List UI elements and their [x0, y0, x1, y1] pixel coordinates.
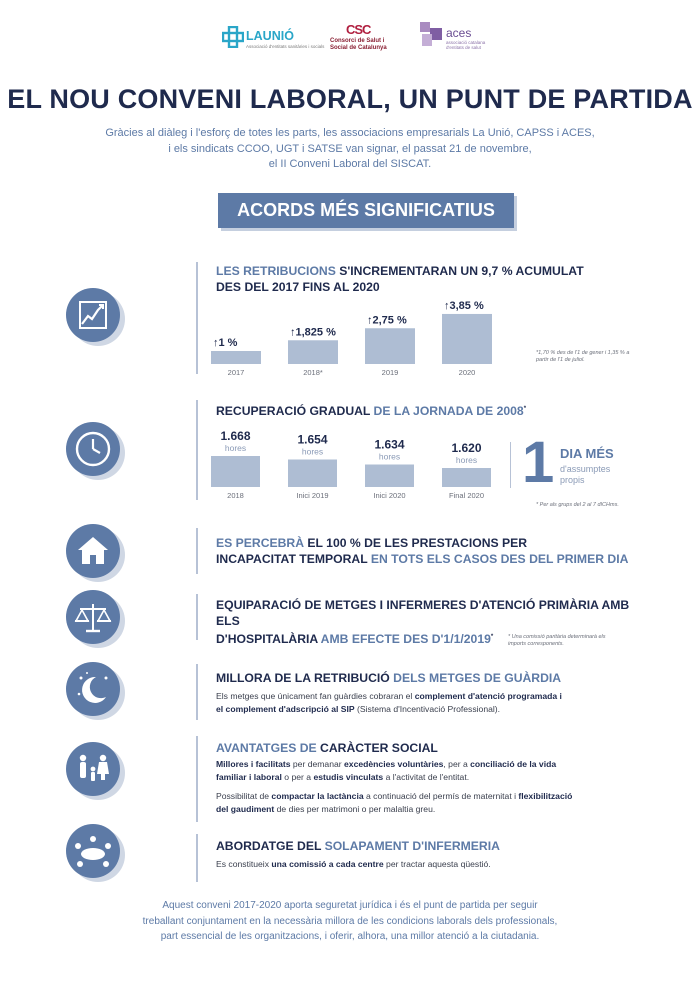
footer-line: part essencial de les organitzacions, i oferir, alhora, una millor atenció a la ciutadania.: [160, 931, 540, 942]
jornada-chart: [200, 424, 510, 504]
house-icon: [66, 524, 120, 578]
bar: [211, 456, 260, 487]
dia-sub-line: propis: [560, 475, 585, 485]
meeting-table-icon: [66, 824, 120, 878]
aces-name: aces: [446, 26, 472, 40]
logo-launio: [222, 24, 325, 54]
category-label: Inici 2020: [373, 491, 406, 500]
incapacitat-heading: [216, 535, 636, 567]
text: a l'activitat de l'entitat.: [383, 771, 470, 782]
text: , per a: [443, 759, 471, 769]
heading-text: CARÀCTER SOCIAL: [316, 741, 438, 755]
csc-line1: Consorci de Salut i: [330, 38, 385, 44]
heading-text: ABORDATGE DEL: [216, 839, 322, 853]
divider: [196, 664, 198, 720]
launio-logo-icon: [222, 26, 244, 48]
acords-banner: ACORDS MÉS SIGNIFICATIUS: [218, 193, 514, 228]
bar-value-label: ↑2,75 %: [367, 314, 407, 327]
text: Possibilitat de: [216, 791, 272, 801]
category-label: Inici 2019: [296, 491, 329, 500]
page-title: EL NOU CONVENI LABORAL, UN PUNT DE PARTIDA: [7, 84, 693, 114]
bar-value-label: 1.668: [220, 429, 251, 443]
bar: [365, 328, 415, 364]
retribucions-note: *1,70 % des de l'1 de gener i 1,35 % a partir de l'1 de juliol.: [536, 350, 630, 363]
bar: [288, 460, 337, 488]
bar-value-label: 1.620: [451, 441, 482, 455]
bar-value-label: ↑1,825 %: [290, 326, 336, 339]
retribucions-chart: [200, 292, 510, 382]
bar: [365, 465, 414, 488]
intro-line: Gràcies al diàleg i l'esforç de totes les parts, les associacions empresarials La Unió, CAPSS i ACES,: [105, 127, 595, 139]
equiparacio-note: [508, 634, 638, 648]
category-label: 2018*: [303, 368, 323, 377]
csc-mark: CSC: [346, 22, 371, 37]
bar: [442, 314, 492, 364]
heading-highlight: AMB EFECTE DES D'1/1/2019: [317, 632, 491, 647]
heading-highlight: ES PERCEBRÀ: [216, 536, 305, 550]
heading-text: S'INCREMENTARAN UN 9,7 % ACUMULAT: [335, 264, 584, 278]
divider: [196, 834, 198, 882]
intro-line: el II Conveni Laboral del SISCAT.: [268, 158, 432, 170]
note-line: * Una comissió paritària determinarà els: [508, 634, 606, 640]
solapament-text: [216, 858, 656, 871]
bar-value-label: ↑1 %: [213, 337, 238, 349]
dia-number: 1: [522, 430, 555, 495]
aces-logo-icon: [418, 20, 444, 50]
heading-text: RECUPERACIÓ GRADUAL: [216, 404, 371, 419]
divider: [196, 262, 198, 374]
footer-line: Aquest conveni 2017-2020 aporta seguretat jurídica i és el punt de partida per seguir: [162, 900, 538, 911]
bar-value-label: 1.654: [297, 432, 328, 447]
heading-highlight: AVANTATGES DE: [216, 741, 317, 755]
divider: [196, 594, 198, 640]
scales-icon: [66, 590, 120, 644]
csc-line2: Social de Catalunya: [330, 45, 387, 51]
intro-line: i els sindicats CCOO, UGT i SATSE van signar, el passat 21 de novembre,: [168, 142, 532, 155]
footer-line: treballant conjuntament en la necessària millora de les condicions laborals dels professionals,: [142, 915, 558, 927]
text: per demanar: [290, 759, 345, 769]
jornada-heading: [216, 401, 616, 419]
logo-aces: [418, 20, 488, 54]
text: de dies per matrimoni o per malaltia greu.: [274, 803, 436, 814]
social-heading: [216, 740, 636, 756]
bar: [211, 351, 261, 364]
heading-text: D'HOSPITALÀRIA: [216, 632, 318, 647]
heading-highlight: DELS METGES DE GUÀRDIA: [389, 671, 562, 685]
text: per tractar aquesta qüestió.: [383, 859, 491, 869]
clock-icon: [66, 422, 120, 476]
unit-label: hores: [301, 446, 324, 457]
moon-stars-icon: [66, 662, 120, 716]
heading-text: INCAPACITAT TEMPORAL: [216, 552, 368, 566]
text-bold: estudis vinculats: [313, 771, 384, 782]
heading-text: EQUIPARACIÓ DE METGES I INFERMERES D'ATENCIÓ PRIMÀRIA AMB ELS: [216, 598, 630, 628]
unit-label: hores: [378, 451, 401, 462]
heading-highlight: EN TOTS ELS CASOS DES DEL PRIMER DIA: [367, 552, 629, 566]
divider: [196, 528, 198, 574]
bar-value-label: 1.634: [374, 437, 405, 452]
intro-text: [70, 126, 630, 173]
heading-highlight: LES RETRIBUCIONS: [216, 264, 336, 278]
heading-text: MILLORA DE LA RETRIBUCIÓ: [216, 671, 390, 685]
retribucions-heading: [216, 263, 616, 295]
social-text-2: [216, 790, 656, 815]
guardia-heading: [216, 670, 636, 686]
jornada-divider: [510, 442, 511, 488]
text: a continuació del permís de maternitat i: [363, 791, 519, 801]
dia-sub: [560, 464, 610, 486]
heading-highlight: SOLAPAMENT D'INFERMERIA: [321, 839, 500, 853]
guardia-text: [216, 690, 656, 715]
footnote-mark: *: [490, 634, 494, 640]
footer-text: [120, 898, 580, 945]
logo-csc: [330, 22, 410, 58]
category-label: 2020: [458, 368, 476, 377]
text: o per a: [281, 771, 314, 782]
aces-sub: associació catalana d'entitats de salut: [446, 40, 486, 50]
text-bold: flexibilització: [518, 791, 573, 801]
category-label: Final 2020: [448, 491, 485, 500]
chart-trend-icon: [66, 288, 120, 342]
dia-label: DIA MÉS: [560, 446, 614, 461]
heading-text: DES DEL 2017 FINS AL 2020: [216, 280, 380, 294]
dia-sub-line: d'assumptes: [560, 464, 611, 474]
family-icon: [66, 742, 120, 796]
category-label: 2019: [381, 368, 399, 377]
launio-name: LAUNIÓ: [246, 29, 294, 43]
jornada-note: * Per als grups del 2 al 7 dICHms.: [536, 502, 619, 508]
social-text-1: [216, 758, 656, 783]
text-bold: excedències voluntàries: [344, 759, 444, 769]
divider: [196, 736, 198, 822]
heading-text: EL 100 % DE LES PRESTACIONS PER: [304, 536, 528, 550]
text-bold: Millores i facilitats: [216, 759, 291, 769]
text-bold: del gaudiment: [216, 803, 275, 814]
text-bold: complement d'atenció programada i: [414, 691, 562, 701]
bar: [442, 468, 491, 487]
unit-label: hores: [455, 455, 478, 465]
text-bold: una comissió a cada centre: [271, 859, 384, 869]
solapament-heading: [216, 838, 636, 854]
text: Es constitueix: [216, 859, 272, 869]
text: (Sistema d'Incentivació Professional).: [354, 703, 501, 714]
footnote-mark: *: [523, 406, 527, 412]
text: Els metges que únicament fan guàrdies cobraran el: [216, 691, 415, 701]
heading-highlight: DE LA JORNADA DE 2008: [370, 404, 524, 419]
note-line: imports corresponents.: [508, 641, 564, 647]
category-label: 2017: [227, 368, 245, 377]
bar: [288, 340, 338, 364]
category-label: 2018: [227, 491, 244, 500]
text-bold: el complement d'adscripció al SIP: [216, 703, 355, 714]
launio-sub: Associació d'entitats sanitàries i socials: [246, 44, 325, 49]
unit-label: hores: [224, 443, 247, 453]
text-bold: familiar i laboral: [216, 771, 282, 782]
text-bold: compactar la lactància: [271, 791, 364, 801]
bar-value-label: ↑3,85 %: [444, 299, 484, 312]
divider: [196, 400, 198, 500]
text-bold: conciliació de la vida: [470, 759, 557, 769]
